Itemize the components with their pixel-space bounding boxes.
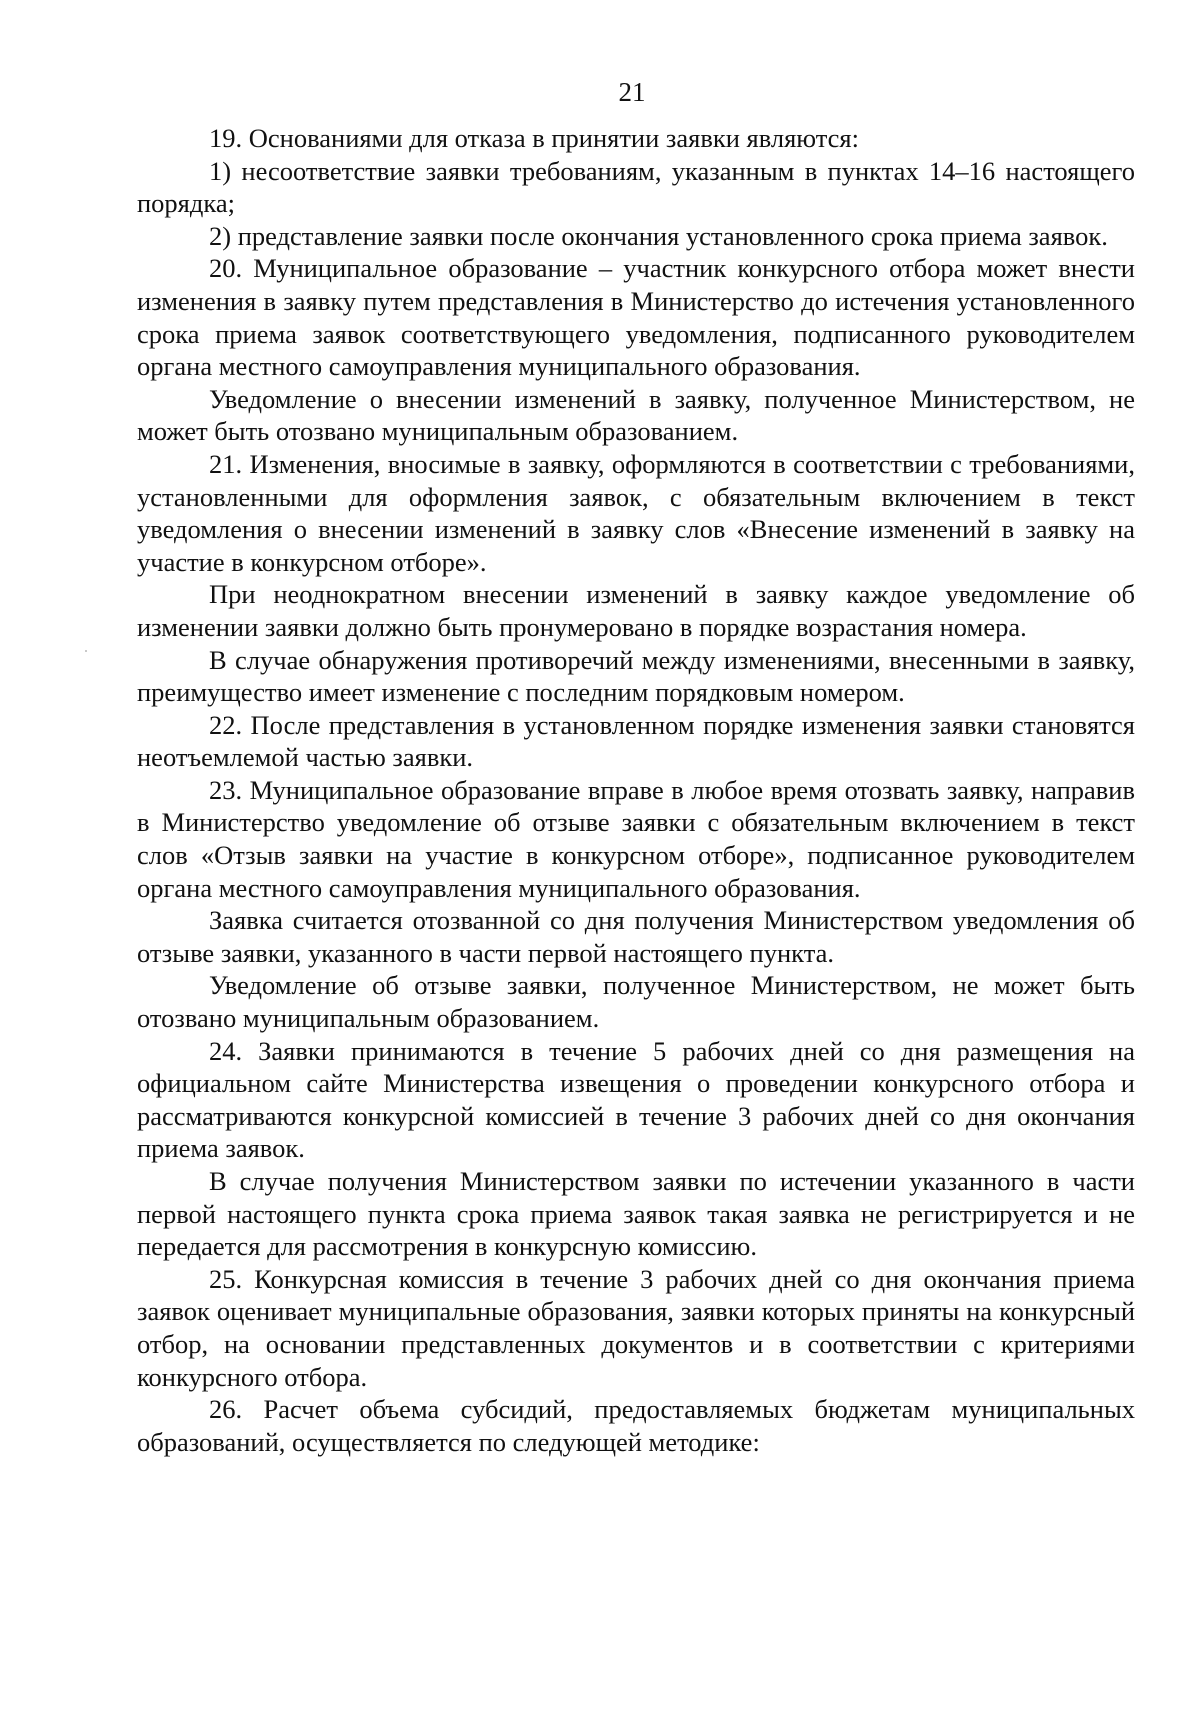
paragraph-21-contradictions: В случае обнаружения противоречий между изменениями, внесенными в заявку, преимущество имеет изменение с последним порядковым номером. — [137, 644, 1135, 708]
paragraph-19-item-2: 2) представление заявки после окончания установленного срока приема заявок. — [209, 220, 1108, 251]
paragraph-20: 20. Муниципальное образование – участник конкурсного отбора может внести изменения в заявку путем представления в Министерство до истечения установленного срока приема заявок соответствующего уведомления, подписанного руководителем органа местного самоуправления муниципального образования. — [137, 253, 1135, 382]
paragraph-19-item-1: 1) несоответствие заявки требованиям, указанным в пунктах 14–16 настоящего порядка; — [137, 155, 1135, 219]
paragraph-22: 22. После представления в установленном порядке изменения заявки становятся неотъемлемой частью заявки. — [137, 709, 1135, 773]
paragraph-21-repeated-changes: При неоднократном внесении изменений в заявку каждое уведомление об изменении заявки должно быть пронумеровано в порядке возрастания номера. — [137, 579, 1135, 642]
paragraph-23: 23. Муниципальное образование вправе в любое время отозвать заявку, направив в Министерство уведомление об отзыве заявки с обязательным включением в текст слов «Отзыв заявки на участие в конкурсном отборе», подписанное руководителем органа местного самоуправления муниципального образования. — [137, 774, 1135, 903]
paragraph-21: 21. Изменения, вносимые в заявку, оформляются в соответствии с требованиями, установленными для оформления заявок, с обязательным включением в текст уведомления о внесении изменений в заявку слов «Внесение изменений в заявку на участие в конкурсном отборе». — [137, 448, 1135, 577]
page-number: 21 — [618, 77, 646, 107]
paragraph-19: 19. Основаниями для отказа в принятии заявки являются: — [209, 123, 859, 153]
paragraph-25: 25. Конкурсная комиссия в течение 3 рабочих дней со дня окончания приема заявок оценивает муниципальные образования, заявки которых приняты на конкурсный отбор, на основании представленных документов и в соответствии с критериями конкурсного отбора. — [137, 1263, 1135, 1392]
paragraph-20-notice: Уведомление о внесении изменений в заявку, полученное Министерством, не может быть отозвано муниципальным образованием. — [137, 383, 1135, 447]
paragraph-26: 26. Расчет объема субсидий, предоставляемых бюджетам муниципальных образований, осуществляется по следующей методике: — [137, 1394, 1135, 1457]
paragraph-24-late-application: В случае получения Министерством заявки по истечении указанного в части первой настоящего пункта срока приема заявок такая заявка не регистрируется и не передается для рассмотрения в конкурсную комиссию. — [137, 1166, 1135, 1262]
scan-speck — [85, 650, 87, 652]
paragraph-23-withdrawal-date: Заявка считается отозванной со дня получения Министерством уведомления об отзыве заявки, указанного в части первой настоящего пункта. — [137, 905, 1135, 968]
paragraph-24: 24. Заявки принимаются в течение 5 рабочих дней со дня размещения на официальном сайте Министерства извещения о проведении конкурсного отбора и рассматриваются конкурсной комиссией в течение 3 рабочих дней со дня окончания приема заявок. — [137, 1035, 1135, 1164]
document-body — [137, 122, 1135, 1458]
paragraph-23-withdrawal-notice: Уведомление об отзыве заявки, полученное Министерством, не может быть отозвано муниципальным образованием. — [137, 970, 1135, 1034]
